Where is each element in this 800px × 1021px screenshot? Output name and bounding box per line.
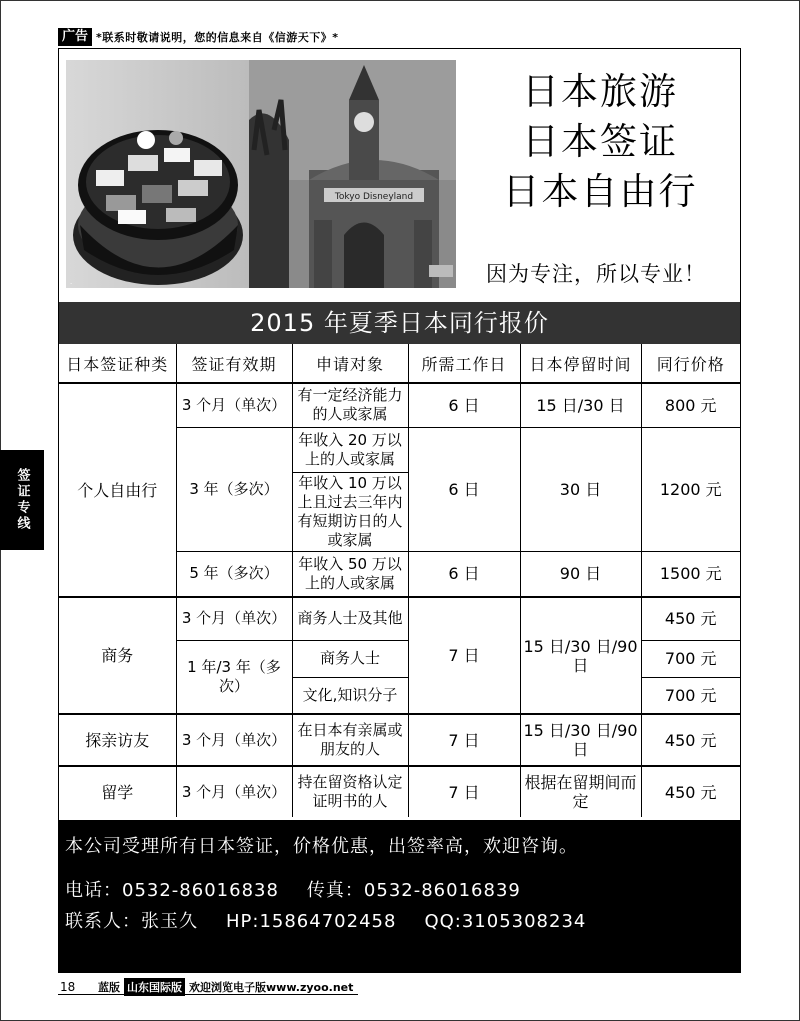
stay-cell: 15 日/30 日/90 日 — [520, 597, 641, 714]
contact-person: 联系人：张玉久 — [65, 911, 198, 932]
validity-cell: 5 年（多次） — [176, 551, 292, 597]
table-title: 2015 年夏季日本同行报价 — [59, 302, 740, 344]
contact-footer — [59, 820, 740, 972]
applicant-cell: 年收入 50 万以上的人或家属 — [292, 551, 408, 597]
stay-cell: 30 日 — [520, 427, 641, 551]
price-cell: 450 元 — [641, 766, 740, 817]
header-applicant: 申请对象 — [292, 344, 408, 383]
type-business: 商务 — [59, 597, 176, 714]
applicant-cell: 持在留资格认定证明书的人 — [292, 766, 408, 817]
headline-travel: 日本旅游 — [522, 70, 678, 113]
workdays-cell: 6 日 — [408, 427, 520, 551]
price-cell: 1200 元 — [641, 427, 740, 551]
workdays-cell: 6 日 — [408, 383, 520, 427]
disneyland-photo — [249, 60, 456, 288]
type-personal: 个人自由行 — [77, 480, 158, 500]
phone-number: 电话：0532-86016838 — [65, 880, 279, 901]
applicant-cell: 商务人士及其他 — [292, 597, 408, 640]
stay-cell: 15 日/30 日 — [520, 383, 641, 427]
applicant-cell: 在日本有亲属或朋友的人 — [292, 714, 408, 766]
applicant-cell: 年收入 10 万以上且过去三年内有短期访日的人或家属 — [292, 472, 408, 551]
region-tag: 山东国际版 — [124, 978, 185, 996]
svg-text:.: . — [70, 278, 73, 286]
ad-header — [58, 28, 339, 46]
header-workdays: 所需工作日 — [408, 344, 520, 383]
page-number: 18 — [60, 980, 76, 994]
header-stay: 日本停留时间 — [520, 344, 641, 383]
website-text: 欢迎浏览电子版www.zyoo.net — [189, 981, 354, 994]
validity-cell: 3 个月（单次） — [176, 766, 292, 817]
photo-sign: Tokyo Disneyland — [334, 192, 414, 202]
header-price: 同行价格 — [641, 344, 740, 383]
fax-number: 传真：0532-86016839 — [306, 880, 521, 901]
footer-rule — [58, 994, 358, 995]
validity-cell: 3 个月（单次） — [176, 383, 292, 427]
type-family-visit: 探亲访友 — [59, 714, 176, 766]
workdays-cell: 7 日 — [408, 714, 520, 766]
validity-cell: 3 年（多次） — [176, 427, 292, 551]
type-study: 留学 — [59, 766, 176, 817]
mobile-number: HP:15864702458 — [226, 911, 397, 932]
validity-cell: 3 个月（单次） — [176, 597, 292, 640]
workdays-cell: 7 日 — [408, 766, 520, 817]
qq-number: QQ:3105308234 — [424, 911, 587, 932]
price-cell: 700 元 — [641, 640, 740, 677]
table-row — [59, 766, 740, 817]
slogan: 因为专注，所以专业！ — [486, 262, 706, 286]
table-header-row — [59, 344, 740, 383]
price-cell: 700 元 — [641, 677, 740, 714]
header-validity: 签证有效期 — [176, 344, 292, 383]
table-row — [59, 714, 740, 766]
price-cell: 450 元 — [641, 597, 740, 640]
applicant-cell: 商务人士 — [292, 640, 408, 677]
ad-tag: 广告 — [58, 28, 92, 46]
header-visa-type: 日本签证种类 — [59, 344, 176, 383]
side-section-tab — [0, 450, 44, 550]
applicant-cell: 文化,知识分子 — [292, 677, 408, 714]
applicant-cell: 有一定经济能力的人或家属 — [292, 383, 408, 427]
headline-free-travel: 日本自由行 — [502, 170, 698, 213]
workdays-cell: 6 日 — [408, 551, 520, 597]
price-cell: 450 元 — [641, 714, 740, 766]
workdays-cell: 7 日 — [408, 597, 520, 714]
contact-line — [65, 907, 614, 933]
stay-cell: 15 日/30 日/90 日 — [520, 714, 641, 766]
price-table — [59, 344, 740, 817]
price-cell: 1500 元 — [641, 551, 740, 597]
edition-label: 蓝版 — [98, 981, 120, 994]
service-statement: 本公司受理所有日本签证，价格优惠，出签率高，欢迎咨询。 — [65, 836, 578, 857]
sushi-photo — [66, 60, 249, 288]
price-cell: 800 元 — [641, 383, 740, 427]
table-row — [59, 597, 740, 640]
headline-visa: 日本签证 — [522, 120, 678, 163]
applicant-cell: 年收入 20 万以上的人或家属 — [292, 427, 408, 472]
stay-cell: 90 日 — [520, 551, 641, 597]
validity-cell: 1 年/3 年（多次） — [176, 640, 292, 714]
side-tab-label: 签证专线 — [14, 468, 30, 532]
validity-cell: 3 个月（单次） — [176, 714, 292, 766]
phone-fax-line — [65, 876, 549, 902]
table-row — [59, 383, 740, 427]
stay-cell: 根据在留期间而定 — [520, 766, 641, 817]
ad-note: *联系时敬请说明，您的信息来自《信游天下》* — [96, 31, 339, 44]
